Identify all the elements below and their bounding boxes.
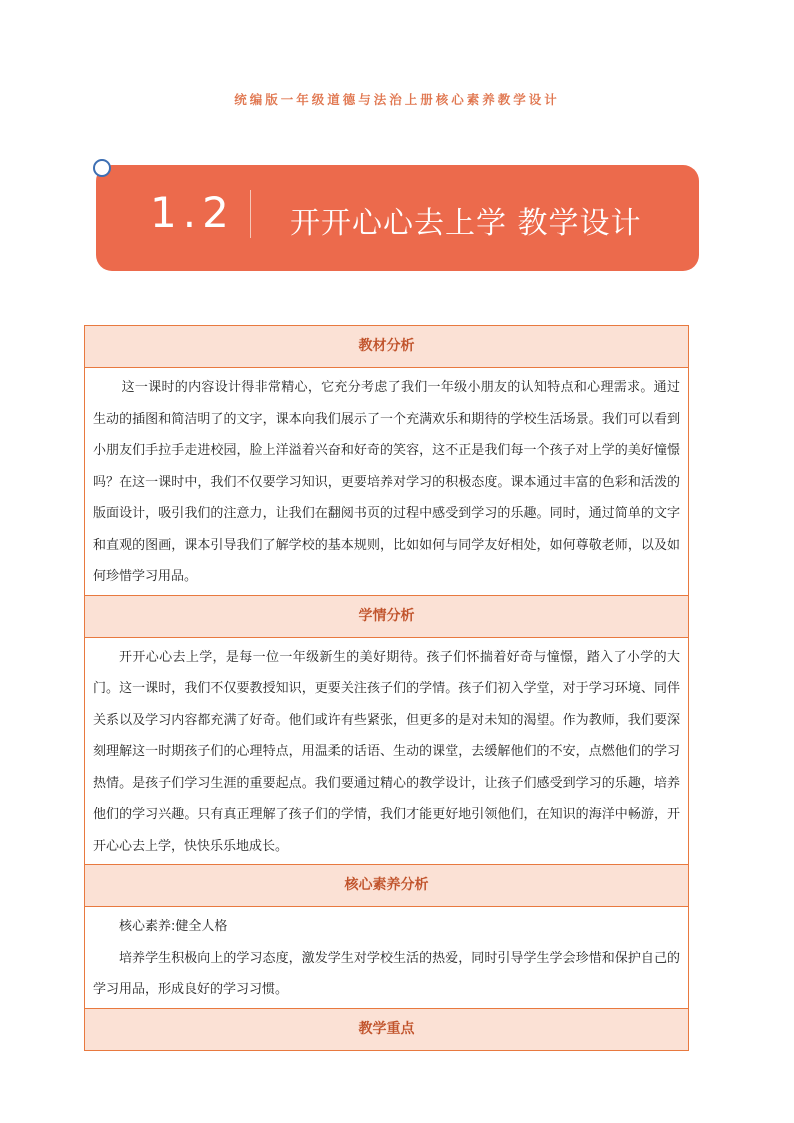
core-competency-label: 核心素养:健全人格	[119, 919, 228, 934]
paragraph: 培养学生积极向上的学习态度，激发学生对学校生活的热爱，同时引导学生学会珍惜和保护自己的学习用品，形成良好的学习习惯。	[93, 950, 680, 997]
title-dot-decoration	[93, 159, 111, 177]
paragraph: 这一课时的内容设计得非常精心，它充分考虑了我们一年级小朋友的认知特点和心理需求。通过生动的插图和简洁明了的文字，课本向我们展示了一个充满欢乐和期待的学校生活场景。我们可以看到小朋友们手拉手走进校园，脸上洋溢着兴奋和好奇的笑容，这不正是我们每一个孩子对上学的美好憧憬吗？在这一课时中，我们不仅要学习知识，更要培养对学习的积极态度。课本通过丰富的色彩和活泼的版面设计，吸引我们的注意力，让我们在翻阅书页的过程中感受到学习的乐趣。同时，通过简单的文字和直观的图画，课本引导我们了解学校的基本规则，比如如何与同学友好相处，如何尊敬老师，以及如何珍惜学习用品。	[93, 380, 680, 584]
lesson-number: 1.2	[150, 188, 235, 237]
section-heading-core-competency: 核心素养分析	[85, 865, 688, 907]
section-heading-textbook-analysis: 教材分析	[85, 326, 688, 368]
title-separator	[250, 190, 251, 238]
section-body-student-analysis	[85, 638, 688, 866]
section-heading-student-analysis: 学情分析	[85, 596, 688, 638]
paragraph: 开开心心去上学，是每一位一年级新生的美好期待。孩子们怀揣着好奇与憧憬，踏入了小学的大门。这一课时，我们不仅要教授知识，更要关注孩子们的学情。孩子们初入学堂，对于学习环境、同伴关系以及学习内容都充满了好奇。他们或许有些紧张，但更多的是对未知的渴望。作为教师，我们要深刻理解这一时期孩子们的心理特点，用温柔的话语、生动的课堂，去缓解他们的不安，点燃他们的学习热情。是孩子们学习生涯的重要起点。我们要通过精心的教学设计，让孩子们感受到学习的乐趣，培养他们的学习兴趣。只有真正理解了孩子们的学情，我们才能更好地引领他们，在知识的海洋中畅游，开开心心去上学，快快乐乐地成长。	[93, 649, 680, 854]
section-body-core-competency	[85, 907, 688, 1009]
section-body-textbook-analysis	[85, 368, 688, 596]
section-heading-teaching-focus: 教学重点	[85, 1009, 688, 1051]
document-series-header: 统编版一年级道德与法治上册核心素养教学设计	[234, 92, 560, 107]
lesson-title: 开开心心去上学 教学设计	[290, 206, 642, 241]
lesson-design-table	[84, 325, 689, 1051]
